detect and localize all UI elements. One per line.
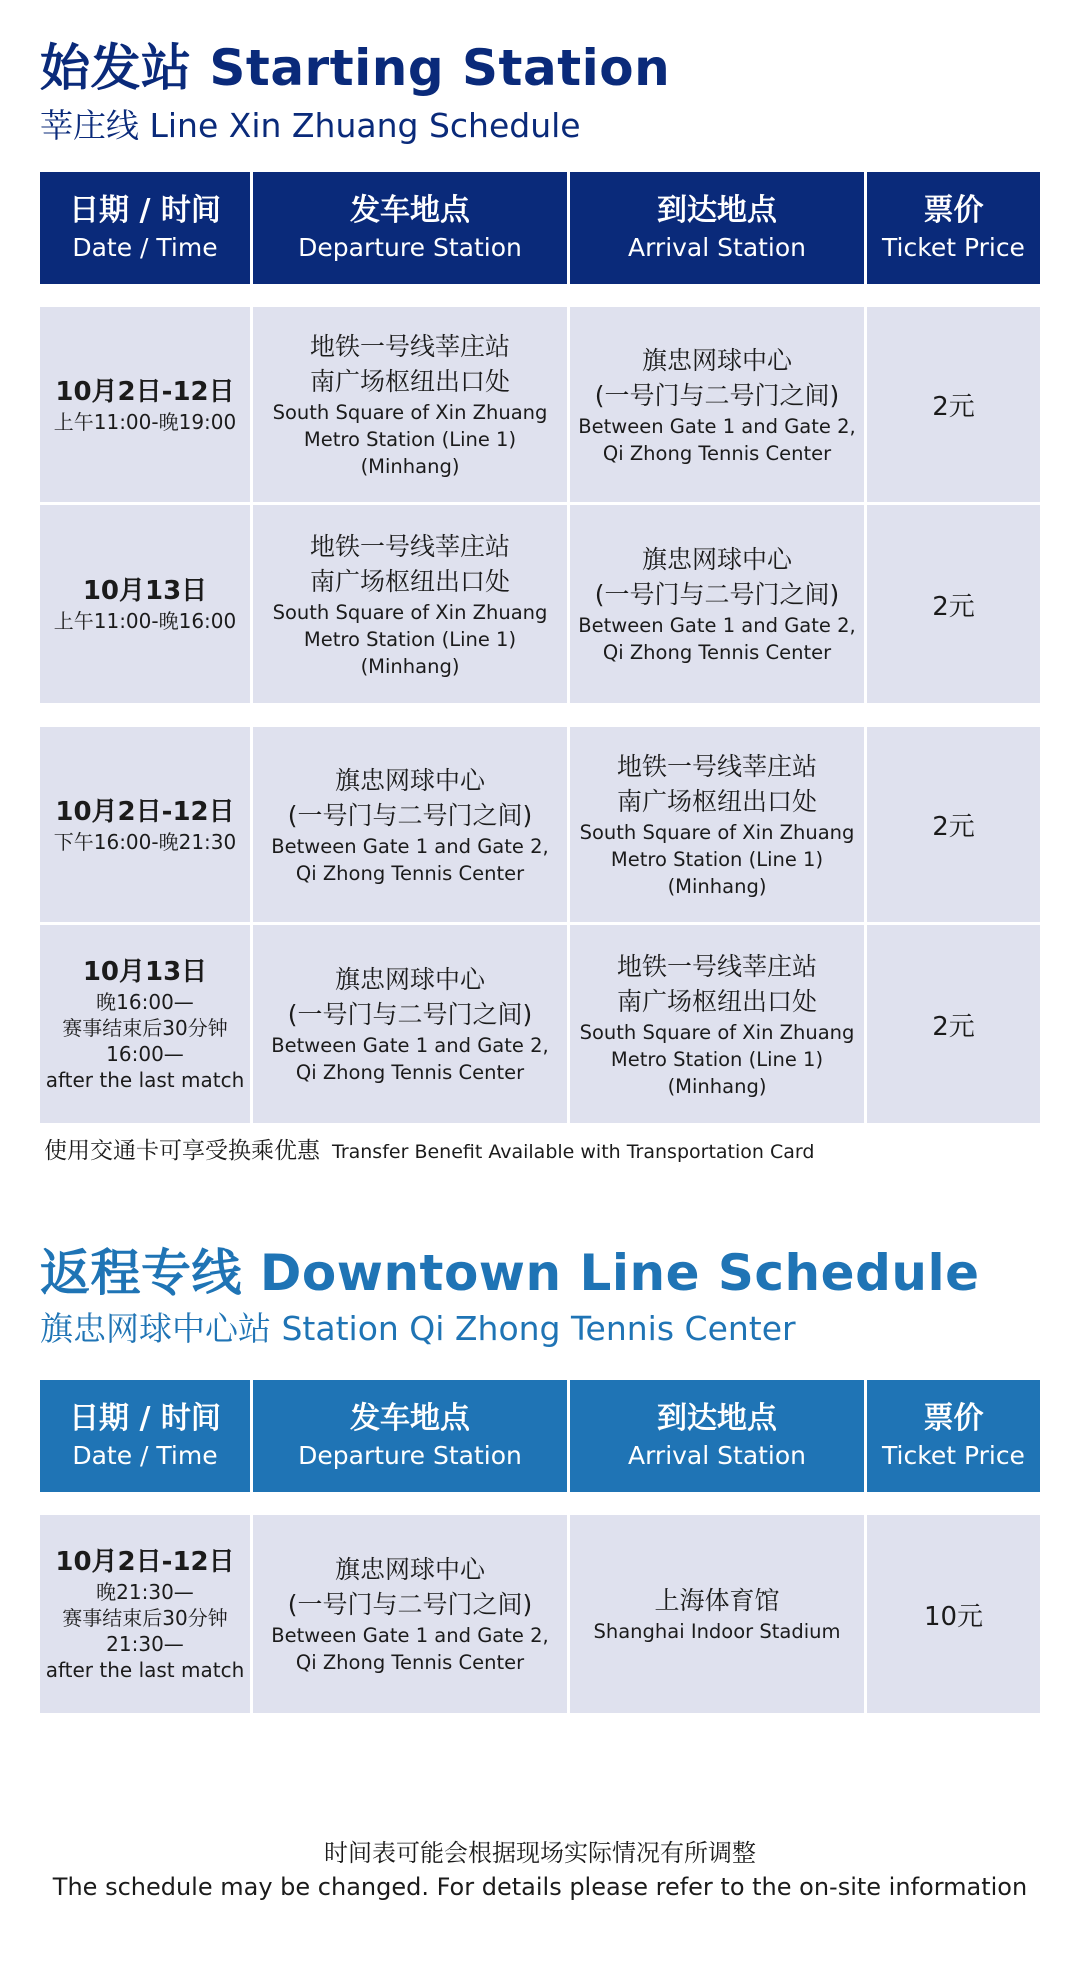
station-en: (Minhang) bbox=[667, 1074, 767, 1098]
station-en: (Minhang) bbox=[360, 455, 460, 478]
header-departure-en: Departure Station bbox=[298, 1441, 522, 1470]
station-zh: (一号门与二号门之间) bbox=[594, 580, 840, 609]
date-cell bbox=[40, 727, 253, 922]
date-text: 10月2日-12日 bbox=[55, 796, 235, 827]
table-row bbox=[40, 505, 1040, 703]
transfer-note bbox=[44, 1132, 814, 1165]
schedule2-header bbox=[40, 1380, 1040, 1492]
schedule1-return-group bbox=[40, 727, 1040, 1123]
header-departure-en: Departure Station bbox=[298, 233, 522, 262]
header-date-en: Date / Time bbox=[72, 1441, 218, 1470]
time-text: 16:00— bbox=[106, 1042, 184, 1066]
header-departure bbox=[253, 172, 570, 284]
header-price bbox=[867, 172, 1040, 284]
station-zh: (一号门与二号门之间) bbox=[287, 1590, 533, 1619]
table-row bbox=[40, 1515, 1040, 1713]
arrival-cell bbox=[570, 925, 867, 1123]
header-price bbox=[867, 1380, 1040, 1492]
station-en: Between Gate 1 and Gate 2, bbox=[578, 614, 856, 637]
date-text: 10月2日-12日 bbox=[55, 376, 235, 407]
time-text: after the last match bbox=[45, 1658, 245, 1682]
departure-cell bbox=[253, 307, 570, 502]
table-row bbox=[40, 925, 1040, 1123]
header-price-en: Ticket Price bbox=[882, 233, 1025, 262]
station-en: Between Gate 1 and Gate 2, bbox=[271, 1624, 549, 1647]
header-date-en: Date / Time bbox=[72, 233, 218, 262]
station-en: Between Gate 1 and Gate 2, bbox=[578, 414, 856, 438]
time-text: 赛事结束后30分钟 bbox=[62, 1606, 228, 1630]
station-zh: 南广场枢纽出口处 bbox=[616, 986, 817, 1016]
header-date-zh: 日期 / 时间 bbox=[69, 193, 221, 228]
station-zh: (一号门与二号门之间) bbox=[287, 800, 533, 830]
header-arrival bbox=[570, 1380, 867, 1492]
station-en: Metro Station (Line 1) bbox=[303, 428, 517, 451]
departure-cell bbox=[253, 505, 570, 703]
date-text: 10月13日 bbox=[82, 957, 208, 987]
date-cell bbox=[40, 925, 253, 1123]
station-en: Metro Station (Line 1) bbox=[610, 848, 824, 871]
station-zh: 地铁一号线莘庄站 bbox=[309, 531, 510, 561]
station-en: Qi Zhong Tennis Center bbox=[602, 441, 832, 465]
price-cell bbox=[867, 925, 1040, 1123]
station-zh: 旗忠网球中心 bbox=[641, 345, 792, 375]
time-text: 上午11:00-晚16:00 bbox=[53, 609, 237, 633]
station-en: (Minhang) bbox=[667, 875, 767, 898]
station-zh: (一号门与二号门之间) bbox=[287, 1000, 533, 1029]
station-en: Qi Zhong Tennis Center bbox=[295, 1061, 525, 1084]
transfer-note-zh: 使用交通卡可享受换乘优惠 bbox=[44, 1138, 320, 1164]
station-en: Qi Zhong Tennis Center bbox=[295, 861, 525, 885]
header-price-zh: 票价 bbox=[923, 1401, 984, 1436]
price-text: 2元 bbox=[932, 812, 975, 842]
price-text: 2元 bbox=[932, 392, 975, 422]
header-departure bbox=[253, 1380, 570, 1492]
header-date bbox=[40, 1380, 253, 1492]
table-row bbox=[40, 727, 1040, 925]
departure-cell bbox=[253, 925, 570, 1123]
time-text: 下午16:00-晚21:30 bbox=[53, 829, 237, 854]
date-cell bbox=[40, 307, 253, 502]
header-arrival-zh: 到达地点 bbox=[657, 193, 777, 228]
header-departure-zh: 发车地点 bbox=[350, 193, 470, 228]
date-text: 10月2日-12日 bbox=[55, 1547, 235, 1577]
arrival-cell bbox=[570, 1515, 867, 1713]
station-zh: 南广场枢纽出口处 bbox=[616, 787, 817, 816]
header-price-en: Ticket Price bbox=[882, 1441, 1025, 1470]
footer-zh: 时间表可能会根据现场实际情况有所调整 bbox=[324, 1839, 756, 1867]
station-en: South Square of Xin Zhuang bbox=[579, 1020, 855, 1044]
station-zh: 旗忠网球中心 bbox=[334, 1555, 485, 1584]
station-zh: 旗忠网球中心 bbox=[334, 765, 485, 795]
header-departure-zh: 发车地点 bbox=[350, 1401, 470, 1436]
station-en: Metro Station (Line 1) bbox=[610, 1047, 824, 1071]
station-en: Between Gate 1 and Gate 2, bbox=[271, 1034, 549, 1057]
station-en: Between Gate 1 and Gate 2, bbox=[271, 834, 549, 858]
station-zh: 上海体育馆 bbox=[654, 1586, 780, 1615]
footer-en: The schedule may be changed. For details please refer to the on-site information bbox=[52, 1873, 1028, 1901]
arrival-cell bbox=[570, 727, 867, 922]
station-en: Shanghai Indoor Stadium bbox=[593, 1620, 841, 1643]
station-zh: 南广场枢纽出口处 bbox=[309, 367, 510, 396]
time-text: 上午11:00-晚19:00 bbox=[53, 409, 237, 434]
header-arrival-en: Arrival Station bbox=[627, 233, 807, 262]
station-zh: 地铁一号线莘庄站 bbox=[309, 332, 510, 361]
section1-subtitle: 莘庄线 Line Xin Zhuang Schedule bbox=[40, 106, 581, 145]
price-text: 2元 bbox=[932, 591, 975, 622]
header-date-zh: 日期 / 时间 bbox=[69, 1401, 221, 1436]
price-text: 2元 bbox=[932, 1011, 975, 1042]
station-zh: (一号门与二号门之间) bbox=[594, 380, 840, 410]
date-cell bbox=[40, 1515, 253, 1713]
schedule1-outbound-group bbox=[40, 307, 1040, 703]
schedule1-header bbox=[40, 172, 1040, 284]
time-text: 赛事结束后30分钟 bbox=[62, 1016, 228, 1040]
time-text: 晚16:00— bbox=[96, 990, 194, 1014]
header-arrival-en: Arrival Station bbox=[627, 1441, 807, 1470]
station-zh: 旗忠网球中心 bbox=[641, 545, 792, 574]
transfer-note-en: Transfer Benefit Available with Transportation Card bbox=[332, 1141, 815, 1163]
section2-subtitle: 旗忠网球中心站 Station Qi Zhong Tennis Center bbox=[40, 1309, 796, 1348]
arrival-cell bbox=[570, 505, 867, 703]
station-en: South Square of Xin Zhuang bbox=[579, 821, 855, 844]
price-cell bbox=[867, 505, 1040, 703]
price-cell bbox=[867, 307, 1040, 502]
header-price-zh: 票价 bbox=[923, 193, 984, 228]
station-zh: 地铁一号线莘庄站 bbox=[616, 951, 817, 981]
station-en: Qi Zhong Tennis Center bbox=[602, 641, 832, 664]
header-date bbox=[40, 172, 253, 284]
station-zh: 南广场枢纽出口处 bbox=[309, 566, 510, 596]
station-en: South Square of Xin Zhuang bbox=[272, 600, 548, 624]
station-zh: 旗忠网球中心 bbox=[334, 965, 485, 994]
section2-title: 返程专线 Downtown Line Schedule bbox=[40, 1244, 980, 1302]
arrival-cell bbox=[570, 307, 867, 502]
price-text: 10元 bbox=[923, 1601, 984, 1632]
table-row bbox=[40, 307, 1040, 505]
time-text: 晚21:30— bbox=[96, 1580, 194, 1604]
date-cell bbox=[40, 505, 253, 703]
station-en: South Square of Xin Zhuang bbox=[272, 401, 548, 424]
time-text: after the last match bbox=[45, 1068, 245, 1092]
header-arrival-zh: 到达地点 bbox=[657, 1401, 777, 1436]
station-zh: 地铁一号线莘庄站 bbox=[616, 752, 817, 781]
time-text: 21:30— bbox=[106, 1632, 184, 1656]
price-cell bbox=[867, 727, 1040, 922]
station-en: Qi Zhong Tennis Center bbox=[295, 1651, 525, 1674]
date-text: 10月13日 bbox=[82, 576, 208, 606]
header-arrival bbox=[570, 172, 867, 284]
footer-disclaimer bbox=[0, 1836, 1080, 1904]
departure-cell bbox=[253, 727, 570, 922]
departure-cell bbox=[253, 1515, 570, 1713]
price-cell bbox=[867, 1515, 1040, 1713]
station-en: (Minhang) bbox=[360, 654, 460, 678]
section1-title: 始发站 Starting Station bbox=[40, 39, 671, 97]
schedule2-group bbox=[40, 1515, 1040, 1713]
station-en: Metro Station (Line 1) bbox=[303, 627, 517, 651]
